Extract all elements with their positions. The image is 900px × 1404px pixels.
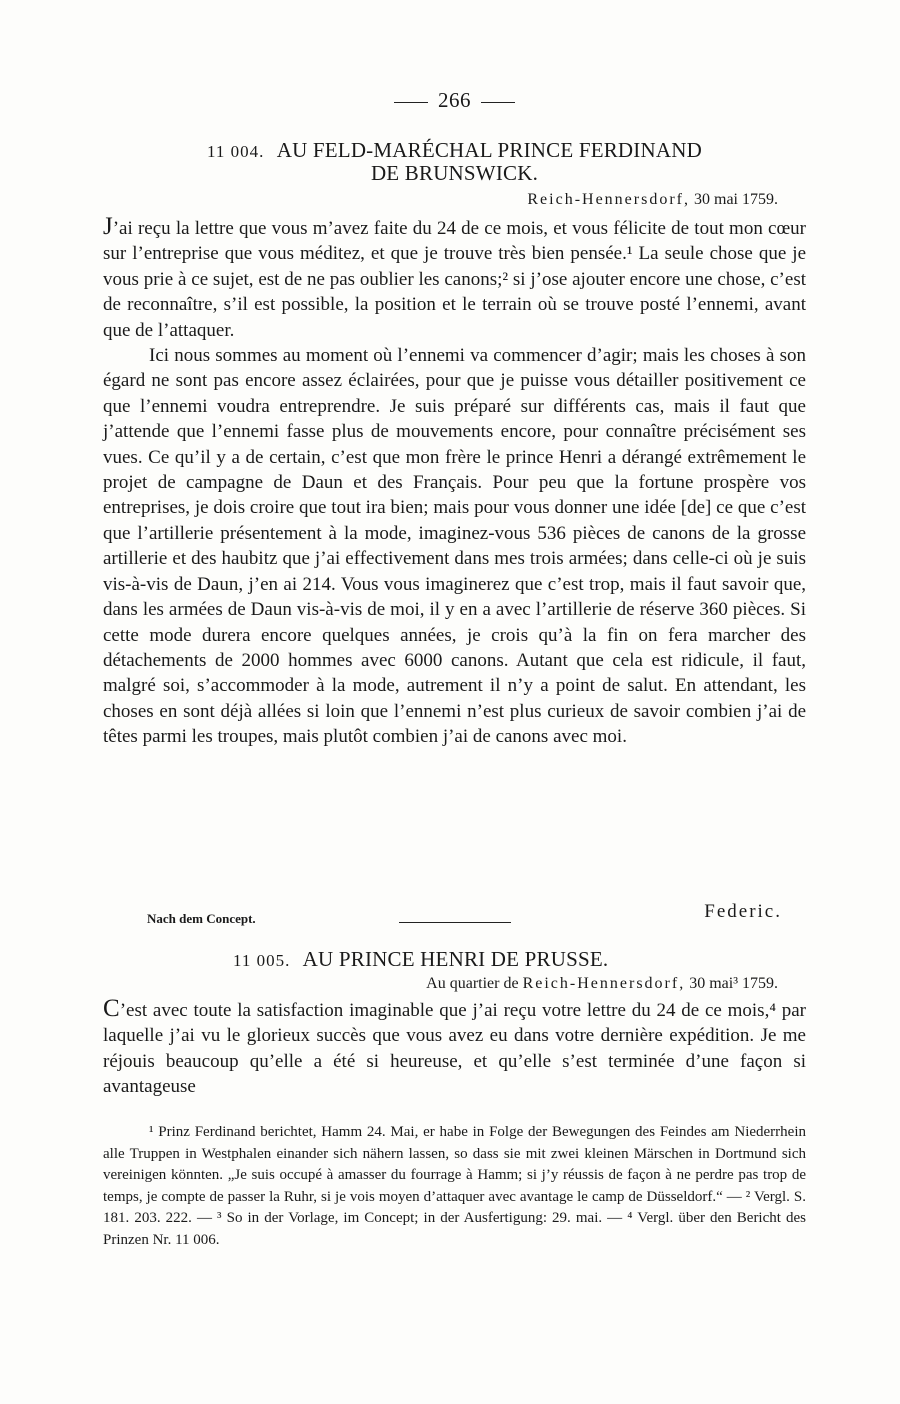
signature: Federic. bbox=[704, 901, 782, 922]
footnote-text: ¹ Prinz Ferdinand berichtet, Hamm 24. Mai, er habe in Folge der Bewegungen des Feindes am Niederrhein alle Truppen in Westphalen einander sich nähern lassen, so dass sie mit zwei kleinen Märschen in Dortmund sich vereinigen könnten. „Je suis occupé à amasser du fourrage à Hamm; si j’y réussis de façon à ne perdre pas trop de temps, je compte de passer la Ruhr, si je vois moyen d’attaquer avec avantage le camp de Düsseldorf.“ — ² Vergl. S. 181. 203. 222. — ³ So in der Vorlage, im Concept; in der Ausfertigung: 29. mai. — ⁴ Vergl. über den Bericht des Prinzen Nr. 11 006. bbox=[103, 1124, 806, 1248]
letter2-place-date: Au quartier de Reich-Hennersdorf, 30 mai³ 1759. bbox=[426, 975, 778, 992]
separator-rule bbox=[399, 922, 511, 923]
source-note: Nach dem Concept. bbox=[147, 911, 256, 926]
letter1-number: 11 004. bbox=[207, 142, 265, 161]
letter1-body bbox=[103, 214, 806, 750]
letter1-title-line1: AU FELD-MARÉCHAL PRINCE FERDINAND bbox=[276, 138, 702, 162]
page-number: 266 bbox=[103, 88, 806, 113]
letter1-paragraph-1: J’ai reçu la lettre que vous m’avez faite du 24 de ce mois, et vous félicite de tout mon cœur sur l’entreprise que vous méditez, et que je trouve très bien pensée.¹ La seule chose que je vous prie à ce sujet, est de ne pas oublier les canons;² si j’ose ajouter encore une chose, c’est de reconnaître, s’il est possible, la position et le terrain où se trouve posté l’ennemi, avant que de l’attaquer. bbox=[103, 213, 806, 341]
letter1-dropcap: J bbox=[103, 213, 113, 240]
letter1-place-date: Reich-Hennersdorf, 30 mai 1759. bbox=[527, 191, 778, 208]
letter1-paragraph-2: Ici nous sommes au moment où l’ennemi va commencer d’agir; mais les choses à son égard ne sont pas encore assez éclairées, pour que je puisse vous détailler positivement ce que l’ennemi voudra entreprendre. Je suis préparé sur différents cas, mais il faut que j’attende que l’ennemi fasse plus de mouvements encore, pour connaître précisément ses vues. Ce qu’il y a de certain, c’est que mon frère le prince Henri a dérangé extrêmement le projet de campagne de Daun et des Français. Pour peu que la fortune prospère vos entreprises, je dois croire que tout ira bien; mais pour vous donner une idée [de] ce que c’est que l’artillerie présentement à la mode, imaginez-vous 536 pièces de canons de la grosse artillerie et des haubitz que j’ai effectivement dans mes trois armées; dans celle-ci où je suis vis-à-vis de Daun, j’en ai 214. Vous vous imaginerez que c’est trop, mais il faut savoir que, dans les armées de Daun vis-à-vis de moi, il y en a avec l’artillerie de réserve 360 pièces. Si cette mode durera encore quelques années, je crois qu’à la fin on fera marcher des détachements de 2000 hommes avec 6000 canons. Autant que cela est ridicule, il faut, malgré soi, s’accommoder à la mode, autrement il n’y a point de salut. En attendant, les choses en sont déjà allées si loin que l’ennemi n’est plus curieux de savoir combien j’ai de têtes parmi les troupes, mais plutôt combien j’ai de canons avec moi. bbox=[103, 345, 806, 748]
letter2-paragraph-1: C’est avec toute la satisfaction imaginable que j’ai reçu votre lettre du 24 de ce mois,⁴ par laquelle j’ai vu le glorieux succès que vous avez eu dans votre dernière expédition. Je me réjouis beaucoup qu’elle a été si heureuse, et qu’elle s’est terminée d’une façon si avantageuse bbox=[103, 995, 806, 1098]
letter1-heading bbox=[103, 139, 806, 163]
letter2-number: 11 005. bbox=[233, 951, 291, 970]
letter2-title: AU PRINCE HENRI DE PRUSSE. bbox=[302, 947, 609, 971]
letter2-dropcap: C bbox=[103, 995, 120, 1022]
letter1-title-line2: DE BRUNSWICK. bbox=[370, 161, 539, 185]
letter2-body bbox=[103, 996, 806, 1100]
letter2-heading bbox=[233, 948, 713, 972]
footnotes bbox=[103, 1122, 806, 1252]
